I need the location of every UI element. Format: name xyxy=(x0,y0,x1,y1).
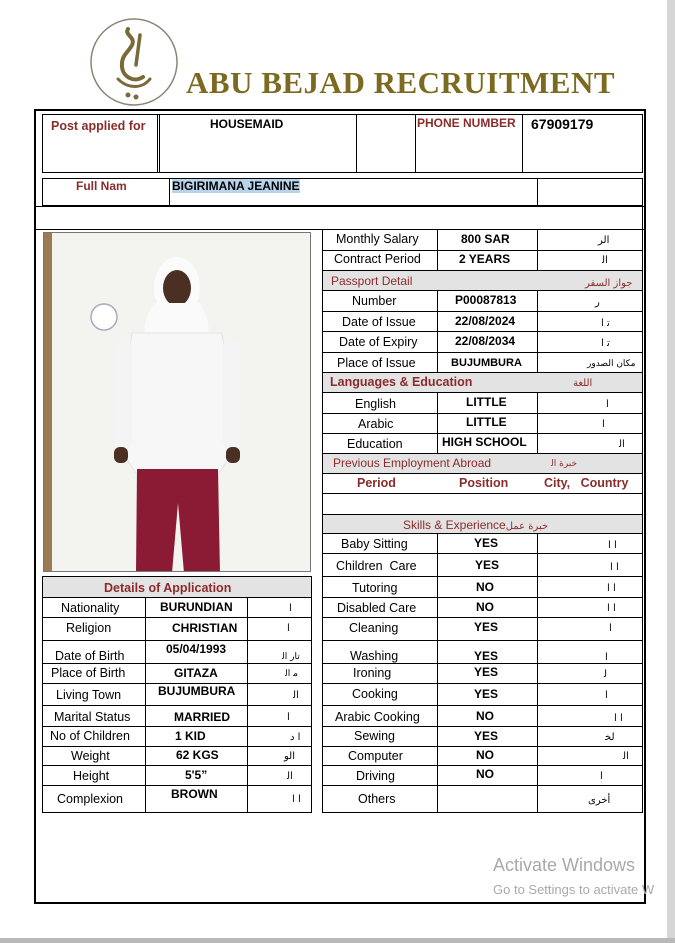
skill-children-care-arabic: ﺍ ﺍ xyxy=(610,562,619,573)
skills-title-text: Skills & Experience xyxy=(403,518,506,532)
skill-cooking-arabic: ﺍ xyxy=(605,690,608,701)
english-arabic: ﺍ xyxy=(606,399,609,410)
date-of-expiry-label: Date of Expiry xyxy=(339,335,418,349)
skill-ironing-arabic: ﻟ xyxy=(604,669,608,680)
height-arabic: ﺍﻟ xyxy=(287,771,293,782)
complexion-value: BROWN xyxy=(171,787,218,801)
applicant-photo-image xyxy=(44,233,311,572)
skill-cooking-label: Cooking xyxy=(352,687,398,701)
skill-sewing-arabic: ﻟﺨ xyxy=(605,732,615,743)
languages-section-title-arabic: ﺍﻟﻠﻐﺔ xyxy=(573,378,593,389)
contract-period-label: Contract Period xyxy=(334,252,421,266)
viewer-frame-right xyxy=(667,0,675,943)
nationality-value: BURUNDIAN xyxy=(160,600,233,614)
skill-arabic-cooking-arabic: ﺍ ﺍ xyxy=(614,713,623,724)
skill-washing-arabic: ﺍ xyxy=(605,652,608,663)
post-applied-label: Post applied for xyxy=(51,119,146,133)
employment-section-title-arabic: ﺧﺒﺮﺓ ﺍﻟ xyxy=(551,459,578,469)
skill-cleaning-label: Cleaning xyxy=(349,621,399,635)
skill-baby-sitting-arabic: ﺍ ﺍ xyxy=(608,540,617,551)
contract-period-arabic: ﺍﻟ xyxy=(602,255,608,266)
skill-cleaning-arabic: ﺍ xyxy=(609,623,612,634)
contract-period-value: 2 YEARS xyxy=(459,252,511,266)
place-of-birth-label: Place of Birth xyxy=(51,666,126,680)
employment-section-title: Previous Employment Abroad xyxy=(333,456,492,470)
skills-section-title xyxy=(403,518,548,534)
company-logo-emblem xyxy=(88,17,180,107)
skill-driving-arabic: ﺍ xyxy=(600,771,603,782)
no-of-children-value: 1 KID xyxy=(175,729,206,743)
skill-sewing-value: YES xyxy=(474,729,499,743)
skill-others-arabic: ﺃﺧﺮﻯ xyxy=(588,795,611,806)
arabic-language-arabic: ﺍ xyxy=(602,419,605,430)
phone-number-value: 67909179 xyxy=(531,116,594,132)
skill-tutoring-arabic: ﺍ ﺍ xyxy=(607,583,616,594)
post-applied-value: HOUSEMAID xyxy=(210,117,284,131)
skill-cooking-value: YES xyxy=(474,687,499,701)
skill-cleaning-value: YES xyxy=(474,620,499,634)
date-of-expiry-arabic: ﺗ ﺍ xyxy=(601,338,610,349)
date-of-issue-arabic: ﺗ ﺍ xyxy=(601,318,610,329)
monthly-salary-value: 800 SAR xyxy=(461,232,510,246)
passport-section-title: Passport Detail xyxy=(331,274,413,288)
passport-number-arabic: ﺭ xyxy=(595,297,600,308)
weight-value: 62 KGS xyxy=(176,748,219,762)
skill-sewing-label: Sewing xyxy=(354,729,395,743)
skill-washing-value: YES xyxy=(474,649,499,663)
education-arabic: ﺍﻟ xyxy=(619,439,625,450)
skill-others-label: Others xyxy=(358,792,396,806)
arabic-language-label: Arabic xyxy=(358,417,394,431)
skill-children-care-value: YES xyxy=(475,558,500,572)
employment-city-country-header: City, Country xyxy=(544,476,629,490)
weight-arabic: ﺍﻟﻮ xyxy=(284,751,295,762)
height-value: 5'5” xyxy=(185,768,208,782)
skill-disabled-care-value: NO xyxy=(476,600,494,614)
weight-label: Weight xyxy=(71,749,110,763)
date-of-birth-value: 05/04/1993 xyxy=(166,642,227,656)
skill-computer-label: Computer xyxy=(348,749,403,763)
marital-status-value: MARRIED xyxy=(174,710,230,724)
skill-computer-arabic: ﺍﻟ xyxy=(623,751,629,762)
complexion-label: Complexion xyxy=(57,792,124,806)
nationality-label: Nationality xyxy=(61,601,120,615)
passport-number-value: P00087813 xyxy=(455,293,517,307)
place-of-birth-arabic: ﻣ ﺍﻟ xyxy=(285,669,298,679)
full-name-label: Full Nam xyxy=(76,179,127,193)
phone-number-label: PHONE NUMBER xyxy=(417,116,516,130)
skill-washing-label: Washing xyxy=(350,649,399,663)
height-label: Height xyxy=(73,769,110,783)
date-of-expiry-value: 22/08/2034 xyxy=(455,334,516,348)
skill-baby-sitting-value: YES xyxy=(474,536,499,550)
religion-label: Religion xyxy=(66,621,112,635)
application-section-title: Details of Application xyxy=(104,581,232,595)
living-town-value: BUJUMBURA xyxy=(158,684,236,698)
place-of-issue-label: Place of Issue xyxy=(337,356,416,370)
employment-position-header: Position xyxy=(459,476,509,490)
passport-number-label: Number xyxy=(352,294,397,308)
nationality-arabic: ﺍ xyxy=(289,603,292,614)
english-label: English xyxy=(355,397,396,411)
place-of-issue-value: BUJUMBURA xyxy=(451,357,522,369)
skill-computer-value: NO xyxy=(476,748,494,762)
skill-disabled-care-arabic: ﺍ ﺍ xyxy=(607,603,616,614)
living-town-arabic: ﺍﻟ xyxy=(293,690,299,701)
skill-arabic-cooking-value: NO xyxy=(476,709,494,723)
religion-arabic: ﺍ xyxy=(287,623,290,634)
applicant-photo xyxy=(43,232,311,572)
no-of-children-label: No of Children xyxy=(50,729,130,743)
arabic-language-value: LITTLE xyxy=(466,415,507,429)
skill-arabic-cooking-label: Arabic Cooking xyxy=(335,710,420,724)
place-of-birth-value: GITAZA xyxy=(174,666,218,680)
languages-section-title: Languages & Education xyxy=(330,375,473,389)
skill-baby-sitting-label: Baby Sitting xyxy=(341,537,408,551)
viewer-frame-bottom xyxy=(0,938,675,943)
skills-title-arabic: ﺧﺒﺮﺓ ﻋﻤﻞ xyxy=(505,521,549,532)
complexion-arabic: ﺍ ﺍ xyxy=(292,794,301,805)
place-of-issue-arabic: ﻣﻜﺎﻥ ﺍﻟﺼﺪﻭﺭ xyxy=(587,359,636,369)
activate-windows-watermark: Activate Windows xyxy=(493,855,636,875)
education-value: HIGH SCHOOL xyxy=(442,435,527,449)
skill-driving-label: Driving xyxy=(356,769,395,783)
date-of-issue-value: 22/08/2024 xyxy=(455,314,516,328)
activate-windows-hint: Go to Settings to activate W xyxy=(493,882,655,897)
skill-ironing-value: YES xyxy=(474,665,499,679)
skill-children-care-label: Children Care xyxy=(336,559,417,573)
skill-tutoring-value: NO xyxy=(476,580,494,594)
skill-disabled-care-label: Disabled Care xyxy=(337,601,417,615)
skill-ironing-label: Ironing xyxy=(353,666,392,680)
education-label: Education xyxy=(347,437,403,451)
full-name-value xyxy=(172,179,300,194)
date-of-birth-arabic: ﺗﺎﺭ ﺍﻟ xyxy=(282,652,300,662)
monthly-salary-arabic: ﺍﻟﺮ xyxy=(598,235,610,246)
date-of-birth-label: Date of Birth xyxy=(55,649,125,663)
passport-section-title-arabic: ﺟﻮﺍﺯ ﺍﻟﺴﻔﺮ xyxy=(585,278,633,289)
skill-driving-value: NO xyxy=(476,767,494,781)
employment-period-header: Period xyxy=(357,476,396,490)
full-name-text: BIGIRIMANA JEANINE xyxy=(172,179,300,193)
company-title: ABU BEJAD RECRUITMENT xyxy=(186,65,616,100)
living-town-label: Living Town xyxy=(56,688,122,702)
skill-tutoring-label: Tutoring xyxy=(352,581,398,595)
religion-value: CHRISTIAN xyxy=(172,621,238,635)
date-of-issue-label: Date of Issue xyxy=(342,315,416,329)
marital-status-arabic: ﺍ xyxy=(287,712,290,723)
no-of-children-arabic: ﺍ ﺩ xyxy=(290,732,301,743)
monthly-salary-label: Monthly Salary xyxy=(336,232,419,246)
marital-status-label: Marital Status xyxy=(54,710,131,724)
english-value: LITTLE xyxy=(466,395,507,409)
